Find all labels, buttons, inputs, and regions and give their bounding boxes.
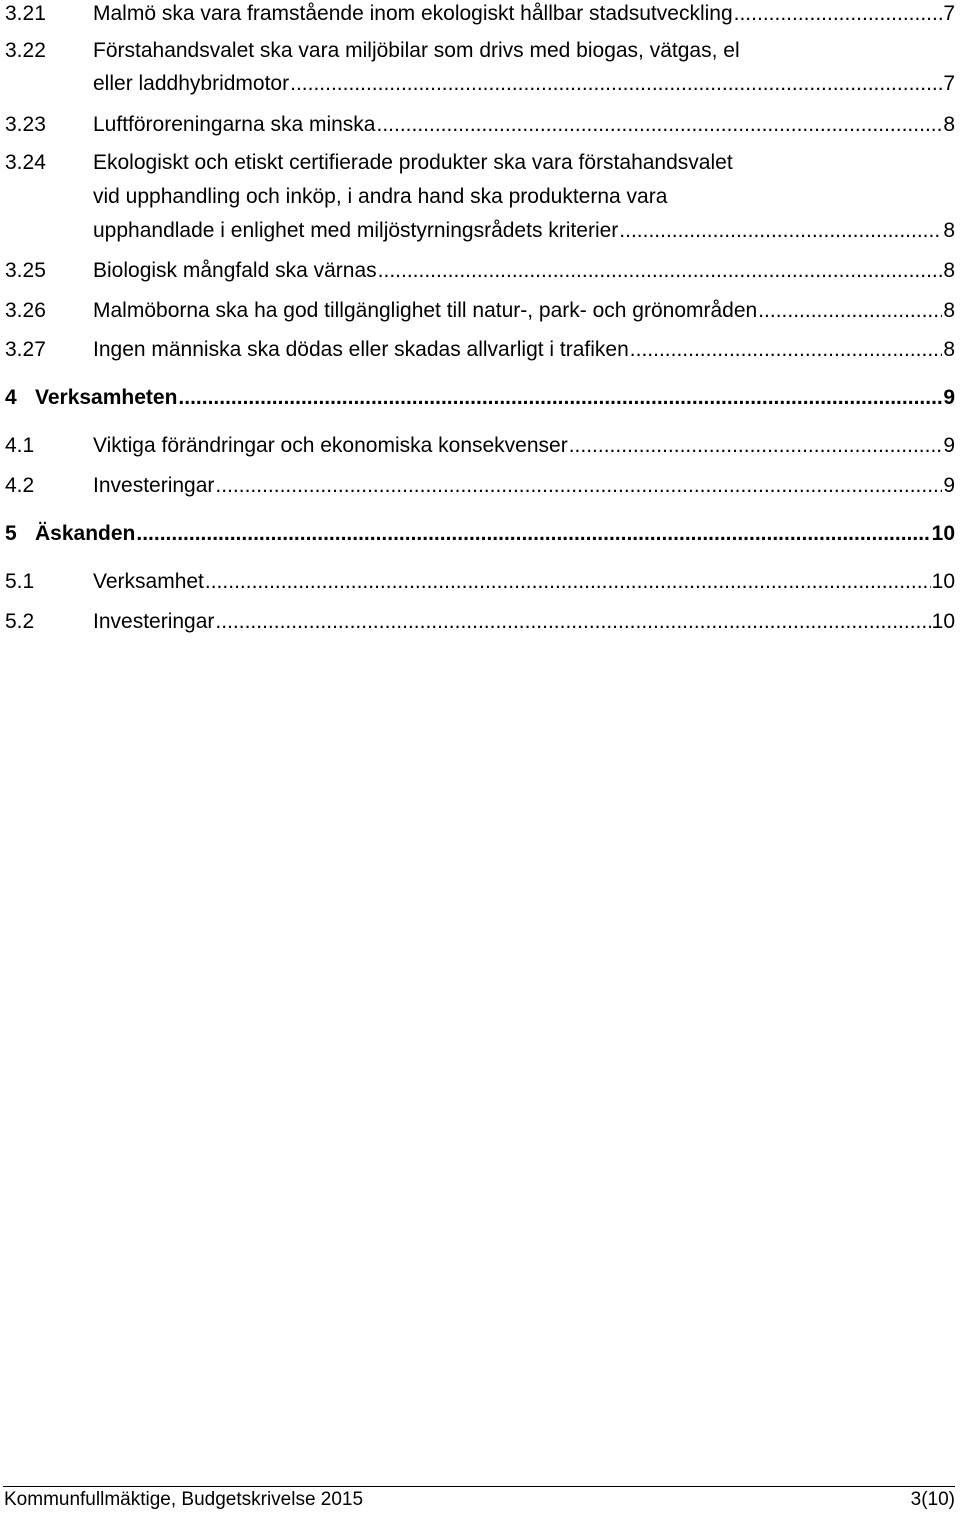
footer-divider: [3, 1486, 955, 1487]
toc-entry-number: 5.2: [5, 610, 35, 633]
toc-entry-page: 7: [943, 2, 955, 25]
toc-entry-page: 8: [943, 338, 955, 361]
toc-entry-number: 4.2: [5, 474, 35, 497]
toc-entry-title: Luftföroreningarna ska minska: [93, 113, 376, 136]
toc-entry-number: 3.24: [5, 151, 46, 174]
toc-entry-page: 8: [943, 219, 955, 242]
toc-entry-page: 10: [931, 522, 955, 545]
toc-entry-title: Viktiga förändringar och ekonomiska konsekvenser: [93, 434, 568, 457]
toc-entry-title: Investeringar: [93, 610, 215, 633]
toc-entry-title: Biologisk mångfald ska värnas: [93, 259, 377, 282]
toc-entry-page: 9: [943, 434, 955, 457]
footer-page-number: 3(10): [910, 1489, 955, 1510]
dot-leader: [178, 381, 942, 415]
toc-entry-number: 3.21: [5, 2, 46, 25]
toc-entry-page: 10: [931, 610, 955, 633]
dot-leader: [215, 605, 930, 639]
toc-entry-number: 4.1: [5, 434, 35, 457]
toc-entry-title: Malmö ska vara framstående inom ekologiskt hållbar stadsutveckling: [93, 2, 733, 25]
toc-entry[interactable]: [0, 294, 955, 328]
toc-entry-page: 8: [943, 113, 955, 136]
toc-entry[interactable]: [0, 146, 955, 180]
toc-entry-page: 8: [943, 259, 955, 282]
toc-entry[interactable]: [0, 429, 955, 463]
toc-entry-page: 8: [943, 299, 955, 322]
toc-entry-title: Ingen människa ska dödas eller skadas allvarligt i trafiken: [93, 338, 629, 361]
toc-entry-number: 3.23: [5, 113, 46, 136]
toc-entry-number: 3.25: [5, 259, 46, 282]
toc-entry[interactable]: [0, 565, 955, 599]
toc-entry-title: Ekologiskt och etiskt certifierade produkter ska vara förstahandsvalet: [93, 151, 733, 174]
toc-entry-title: Malmöborna ska ha god tillgänglighet till natur-, park- och grönområden: [93, 299, 758, 322]
toc-entry-number: 3.26: [5, 299, 46, 322]
toc-entry[interactable]: [0, 0, 955, 31]
toc-entry-continuation[interactable]: [0, 67, 955, 101]
toc-entry-number: 5: [5, 522, 17, 545]
dot-leader: [378, 254, 943, 288]
toc-chapter-entry[interactable]: [0, 517, 955, 551]
toc-entry-title: Investeringar: [93, 474, 215, 497]
toc-entry-number: 3.22: [5, 39, 46, 62]
dot-leader: [630, 333, 943, 367]
dot-leader: [734, 0, 943, 31]
toc-entry-number: 4: [5, 386, 17, 409]
toc-entry-title: eller laddhybridmotor: [93, 72, 290, 95]
dot-leader: [215, 469, 942, 503]
toc-entry[interactable]: [0, 254, 955, 288]
toc-entry[interactable]: [0, 333, 955, 367]
toc-entry-page: 10: [931, 570, 955, 593]
toc-entry-continuation[interactable]: [0, 180, 955, 214]
toc-entry-title: Verksamheten: [35, 386, 178, 409]
toc-entry-number: 3.27: [5, 338, 46, 361]
toc-entry-title: Verksamhet: [93, 570, 204, 593]
toc-entry-page: 9: [943, 474, 955, 497]
dot-leader: [136, 517, 930, 551]
toc-entry-continuation[interactable]: [0, 214, 955, 248]
footer-document-title: Kommunfullmäktige, Budgetskrivelse 2015: [4, 1489, 364, 1510]
dot-leader: [569, 429, 943, 463]
dot-leader: [377, 108, 943, 142]
toc-chapter-entry[interactable]: [0, 381, 955, 415]
toc-entry-title: upphandlade i enlighet med miljöstyrningsrådets kriterier: [93, 219, 619, 242]
toc-entry[interactable]: [0, 34, 955, 68]
toc-entry-page: 7: [943, 72, 955, 95]
toc-entry[interactable]: [0, 108, 955, 142]
toc-entry-number: 5.1: [5, 570, 35, 593]
toc-entry-title: vid upphandling och inköp, i andra hand ska produkterna vara: [93, 185, 668, 208]
toc-entry-title: Äskanden: [35, 522, 136, 545]
dot-leader: [205, 565, 931, 599]
toc-entry[interactable]: [0, 469, 955, 503]
toc-entry[interactable]: [0, 605, 955, 639]
dot-leader: [758, 294, 942, 328]
dot-leader: [290, 67, 942, 101]
toc-entry-page: 9: [943, 386, 955, 409]
toc-entry-title: Förstahandsvalet ska vara miljöbilar som drivs med biogas, vätgas, el: [93, 39, 740, 62]
dot-leader: [619, 214, 942, 248]
